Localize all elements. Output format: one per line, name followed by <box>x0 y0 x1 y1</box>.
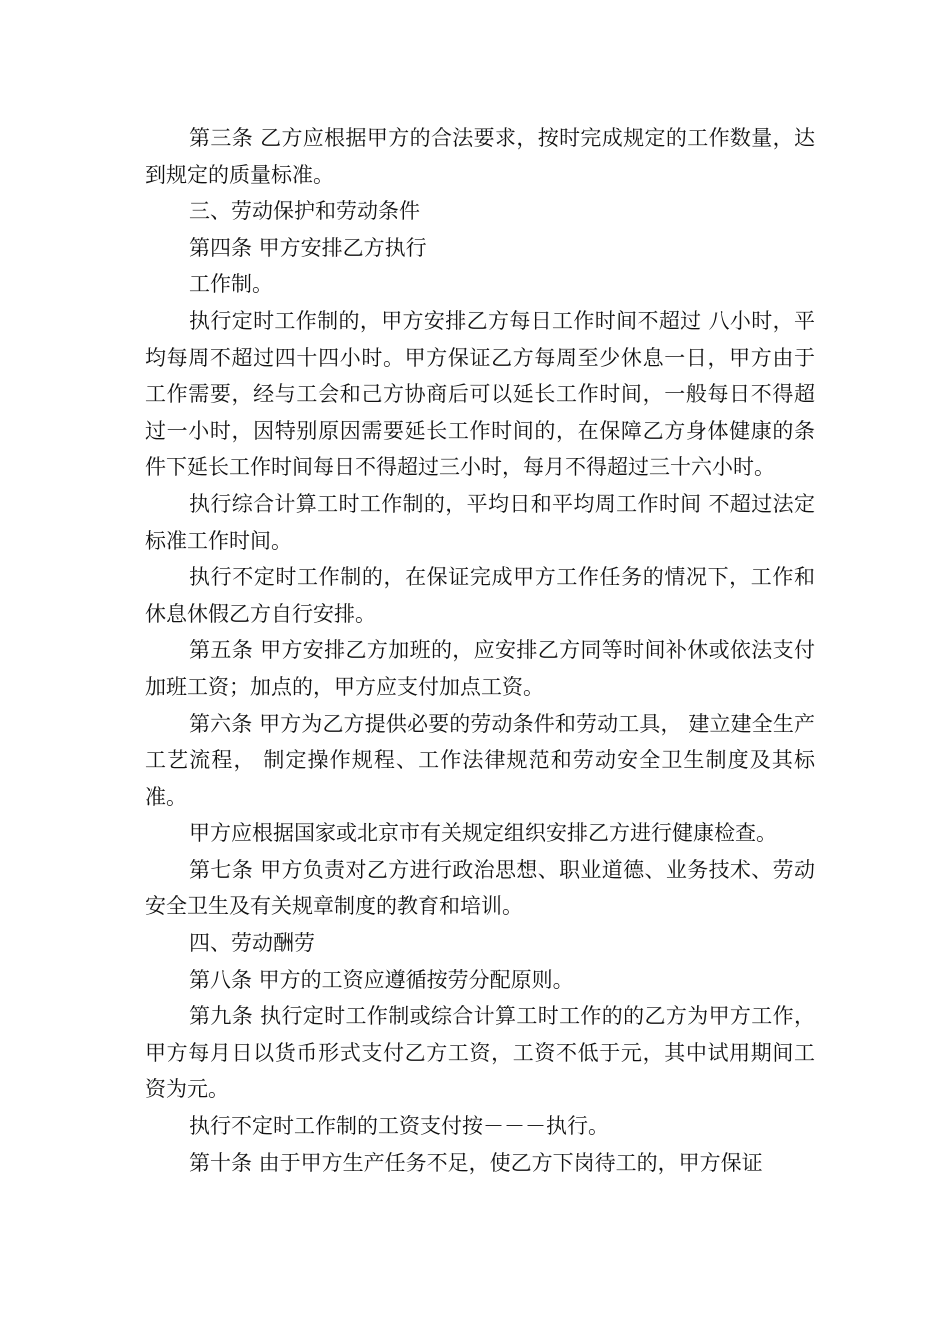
paragraph-article-6: 第六条 甲方为乙方提供必要的劳动条件和劳动工具， 建立建全生产工艺流程， 制定操作规程、工作法律规范和劳动安全卫生制度及其标准。 <box>145 711 815 809</box>
paragraph-comprehensive-hours: 执行综合计算工时工作制的，平均日和平均周工作时间 不超过法定标准工作时间。 <box>145 491 815 553</box>
paragraph-article-4: 第四条 甲方安排乙方执行 <box>189 235 427 260</box>
paragraph-standard-hours: 执行定时工作制的，甲方安排乙方每日工作时间不超过 八小时，平均每周不超过四十四小时。甲方保证乙方每周至少休息一日，甲方由于工作需要，经与工会和己方协商后可以延长工作时间，一般每日不得超过一小时，因特别原因需要延长工作时间的，在保障乙方身体健康的条件下延长工作时间每日不得超过三小时，每月不得超过三十六小时。 <box>145 308 815 480</box>
paragraph-flexible-pay: 执行不定时工作制的工资支付按－－－执行。 <box>189 1114 609 1139</box>
paragraph-article-3: 第三条 乙方应根据甲方的合法要求，按时完成规定的工作数量，达到规定的质量标准。 <box>145 126 815 187</box>
section-heading-labor-protection: 三、劳动保护和劳动条件 <box>189 199 420 224</box>
paragraph-article-5: 第五条 甲方安排乙方加班的，应安排乙方同等时间补休或依法支付加班工资；加点的，甲方应支付加点工资。 <box>145 638 815 699</box>
paragraph-article-8: 第八条 甲方的工资应遵循按劳分配原则。 <box>189 967 574 992</box>
section-heading-remuneration: 四、劳动酬劳 <box>189 931 315 956</box>
paragraph-article-10: 第十条 由于甲方生产任务不足，使乙方下岗待工的，甲方保证 <box>189 1150 763 1175</box>
paragraph-work-system: 工作制。 <box>189 272 273 297</box>
paragraph-flexible-hours: 执行不定时工作制的，在保证完成甲方工作任务的情况下，工作和休息休假乙方自行安排。 <box>145 565 815 626</box>
paragraph-article-9: 第九条 执行定时工作制或综合计算工时工作的的乙方为甲方工作，甲方每月日以货币形式支付乙方工资，工资不低于元，其中试用期间工资为元。 <box>145 1004 815 1102</box>
document-body <box>145 120 815 1181</box>
paragraph-article-7: 第七条 甲方负责对乙方进行政治思想、职业道德、业务技术、劳动安全卫生及有关规章制度的教育和培训。 <box>145 857 815 919</box>
paragraph-health-check: 甲方应根据国家或北京市有关规定组织安排乙方进行健康检查。 <box>189 821 777 846</box>
